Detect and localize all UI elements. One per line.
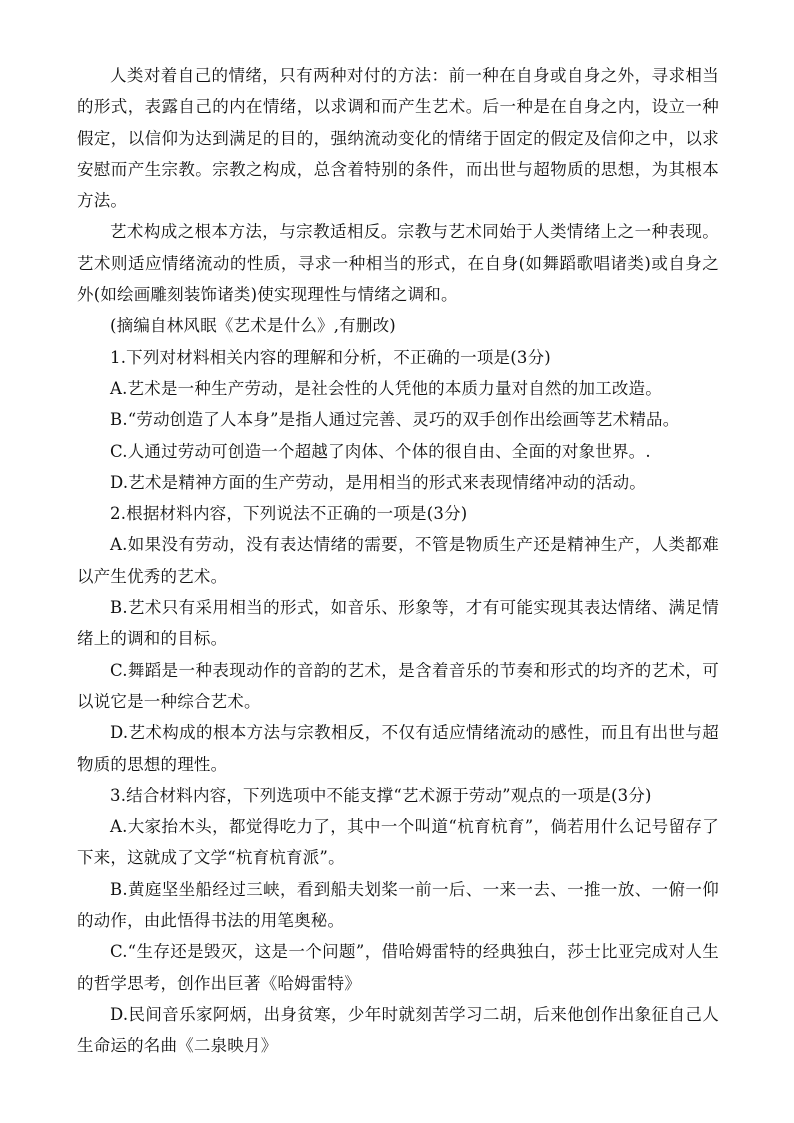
reading-passage [77,60,719,342]
option-d: D.艺术是精神方面的生产劳动，是用相当的形式来表现情绪冲动的活动。 [110,472,646,492]
option-c: C.“生存还是毁灭，这是一个问题”，借哈姆雷特的经典独白，莎士比亚完成对人生的哲学思考，创作出巨著《哈姆雷特》 [77,942,719,993]
passage-paragraph-1: 人类对着自己的情绪，只有两种对付的方法：前一种在自身或自身之外，寻求相当的形式，表露自己的内在情绪，以求调和而产生艺术。后一种是在自身之内，设立一种假定，以信仰为达到满足的目的，强纳流动变化的情绪于固定的假定及信仰之中，以求安慰而产生宗教。宗教之构成，总含着特别的条件，而出世与超物质的思想，为其根本方法。 [77,66,719,211]
option-c: C.人通过劳动可创造一个超越了肉体、个体的很自由、全面的对象世界。. [110,441,651,461]
option-b: B.黄庭坚坐船经过三峡，看到船夫划桨一前一后、一来一去、一推一放、一俯一仰的动作，由此悟得书法的用笔奥秘。 [77,879,719,931]
question-1 [77,342,719,498]
question-stem: 2.根据材料内容，下列说法不正确的一项是(3分) [110,504,468,524]
option-d: D.艺术构成的根本方法与宗教相反，不仅有适应情绪流动的感性，而且有出世与超物质的思想的理性。 [77,723,719,774]
option-d: D.民间音乐家阿炳，出身贫寒，少年时就刻苦学习二胡，后来他创作出象征自己人生命运的名曲《二泉映月》 [77,1004,719,1056]
option-a: A.艺术是一种生产劳动，是社会性的人凭他的本质力量对自然的加工改造。 [110,378,662,398]
option-b: B.“劳动创造了人本身”是指人通过完善、灵巧的双手创作出绘画等艺术精品。 [110,410,680,430]
option-b: B.艺术只有采用相当的形式，如音乐、形象等，才有可能实现其表达情绪、满足情绪上的调和的目标。 [77,598,719,649]
option-a: A.大家抬木头，都觉得吃力了，其中一个叫道“杭育杭育”，倘若用什么记号留存了下来，这就成了文学“杭育杭育派”。 [77,817,719,868]
question-2 [77,498,719,780]
question-3 [77,780,719,1062]
question-stem: 1.下列对材料相关内容的理解和分析，不正确的一项是(3分) [110,347,551,367]
option-a: A.如果没有劳动，没有表达情绪的需要，不管是物质生产还是精神生产，人类都难以产生优秀的艺术。 [77,535,719,586]
passage-source: (摘编自林风眠《艺术是什么》,有删改) [110,316,396,336]
passage-paragraph-2: 艺术构成之根本方法，与宗教适相反。宗教与艺术同始于人类情绪上之一种表现。艺术则适应情绪流动的性质，寻求一种相当的形式，在自身(如舞蹈歌唱诸类)或自身之外(如绘画雕刻装饰诸类)使实现理性与情绪之调和。 [77,222,719,305]
question-stem: 3.结合材料内容，下列选项中不能支撑“艺术源于劳动”观点的一项是(3分) [110,785,652,805]
option-c: C.舞蹈是一种表现动作的音韵的艺术，是含着音乐的节奏和形式的均齐的艺术，可以说它是一种综合艺术。 [77,660,719,711]
